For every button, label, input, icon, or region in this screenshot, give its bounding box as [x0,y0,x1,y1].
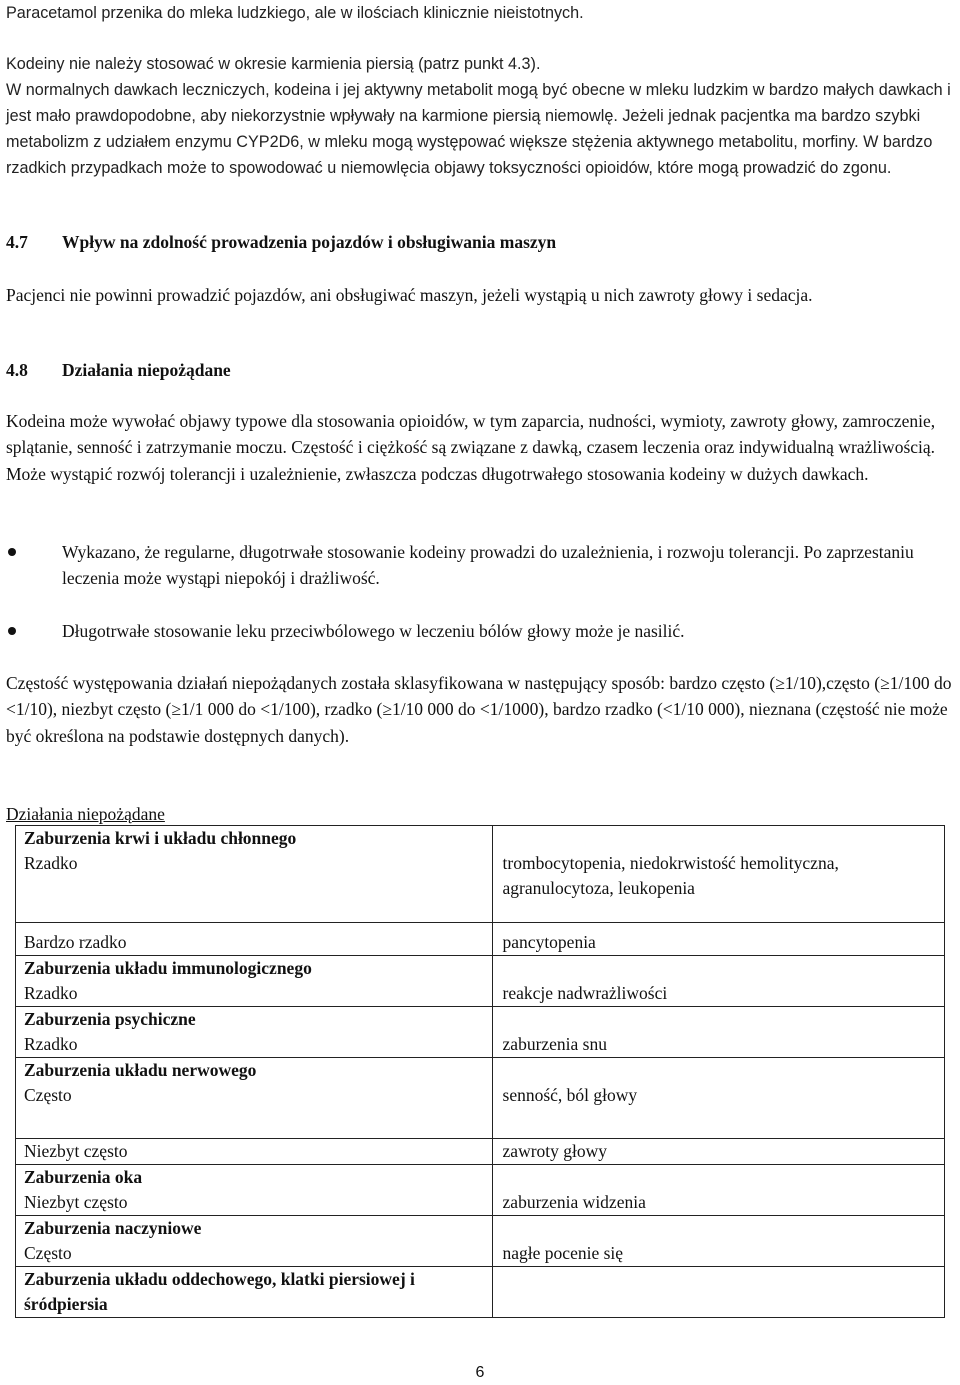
frequency: Niezbyt często [24,1141,128,1161]
frequency: Często [24,1243,72,1263]
table-row [16,826,945,923]
organ-system: Zaburzenia psychiczne [24,1009,196,1029]
table-row [16,1216,945,1267]
adverse-effects-table [15,825,945,1318]
system-cell [16,1267,493,1318]
table-row [16,1058,945,1139]
effect: trombocytopenia, niedokrwistość hemolityczna, agranulocytoza, leukopenia [502,853,839,898]
frequency: Rzadko [24,983,78,1003]
effect-cell [492,1216,944,1267]
table-row [16,1165,945,1216]
effect-cell [492,923,944,956]
organ-system: Zaburzenia układu oddechowego, klatki piersiowej i śródpiersia [24,1269,415,1314]
bullet-item [6,539,956,592]
page-number: 6 [475,1364,485,1381]
system-cell [16,1007,493,1058]
table-row [16,923,945,956]
effect-cell [492,1165,944,1216]
frequency: Niezbyt często [24,1192,128,1212]
section-number: 4.7 [6,232,28,252]
system-cell [16,923,493,956]
effect-cell [492,1058,944,1139]
effect: zawroty głowy [502,1141,608,1161]
effect-cell [492,1139,944,1165]
intro-paragraph-3: W normalnych dawkach leczniczych, kodeina i jej aktywny metabolit mogą być obecne w mleku ludzkim w bardzo małych dawkach i jest mało prawdopodobne, aby niekorzystnie wpływały na karmione piersią niemowlę. Jeżeli jednak pacjentka ma bardzo szybki metabolizm z udziałem enzymu CYP2D6, w mleku mogą występować większe stężenia aktywnego metabolitu, morfiny. W bardzo rzadkich przypadkach może to spowodować u niemowlęcia objawy toksyczności opioidów, które mogą prowadzić do zgonu. [6,81,951,177]
section-4-7-heading [6,229,556,255]
effect: zaburzenia widzenia [502,1192,646,1212]
bullet-text: Wykazano, że regularne, długotrwałe stosowanie kodeiny prowadzi do uzależnienia, i rozwoju tolerancji. Po zaprzestaniu leczenia może wystąpi niepokój i drażliwość. [62,542,914,589]
bullet-item [6,618,956,644]
system-cell [16,1139,493,1165]
intro-paragraph-1: Paracetamol przenika do mleka ludzkiego, ale w ilościach klinicznie nieistotnych. [6,4,584,22]
section-4-7-text: Pacjenci nie powinni prowadzić pojazdów, ani obsługiwać maszyn, jeżeli wystąpią u nich zawroty głowy i sedacja. [6,285,813,305]
system-cell [16,956,493,1007]
frequency: Często [24,1085,72,1105]
section-4-8-text: Kodeina może wywołać objawy typowe dla stosowania opioidów, w tym zaparcia, nudności, wymioty, zawroty głowy, zamroczenie, splątanie, senność i zatrzymanie moczu. Częstość i ciężkość są związane z dawką, czasem leczenia oraz indywidualną wrażliwością. Może wystąpić rozwój tolerancji i uzależnienie, zwłaszcza podczas długotrwałego stosowania kodeiny w dużych dawkach. [6,411,936,484]
effect: senność, ból głowy [502,1085,638,1105]
table-row [16,956,945,1007]
system-cell [16,1058,493,1139]
effect-cell [492,1267,944,1318]
effect: pancytopenia [502,932,596,952]
system-cell [16,826,493,923]
system-cell [16,1165,493,1216]
organ-system: Zaburzenia układu nerwowego [24,1060,257,1080]
section-number: 4.8 [6,360,28,380]
effect: nagłe pocenie się [502,1243,624,1263]
frequency: Rzadko [24,853,78,873]
organ-system: Zaburzenia krwi i układu chłonnego [24,828,297,848]
organ-system: Zaburzenia oka [24,1167,143,1187]
effect-cell [492,1007,944,1058]
organ-system: Zaburzenia układu immunologicznego [24,958,312,978]
effect: zaburzenia snu [502,1034,607,1054]
bullet-icon [6,539,62,592]
adverse-effects-table-title: Działania niepożądane [6,804,165,824]
table-row [16,1139,945,1165]
effect-cell [492,956,944,1007]
intro-paragraph-2: Kodeiny nie należy stosować w okresie karmienia piersią (patrz punkt 4.3). [6,55,541,73]
frequency-classification: Częstość występowania działań niepożądanych została sklasyfikowana w następujący sposób: bardzo często (≥1/10),często (≥1/100 do <1/10), niezbyt często (≥1/1 000 do <1/100), rzadko (≥1/10 000 do <1/1000), bardzo rzadko (<1/10 000), nieznana (częstość nie może być określona na podstawie dostępnych danych). [6,673,952,746]
table-row [16,1007,945,1058]
organ-system: Zaburzenia naczyniowe [24,1218,202,1238]
system-cell [16,1216,493,1267]
section-4-8-heading [6,357,231,383]
effect-cell [492,826,944,923]
section-title: Wpływ na zdolność prowadzenia pojazdów i obsługiwania maszyn [62,232,557,252]
frequency: Rzadko [24,1034,78,1054]
bullet-icon [6,618,62,644]
bullet-text: Długotrwałe stosowanie leku przeciwbólowego w leczeniu bólów głowy może je nasilić. [62,621,685,641]
section-title: Działania niepożądane [62,360,231,380]
table-row [16,1267,945,1318]
frequency: Bardzo rzadko [24,932,127,952]
effect: reakcje nadwrażliwości [502,983,668,1003]
